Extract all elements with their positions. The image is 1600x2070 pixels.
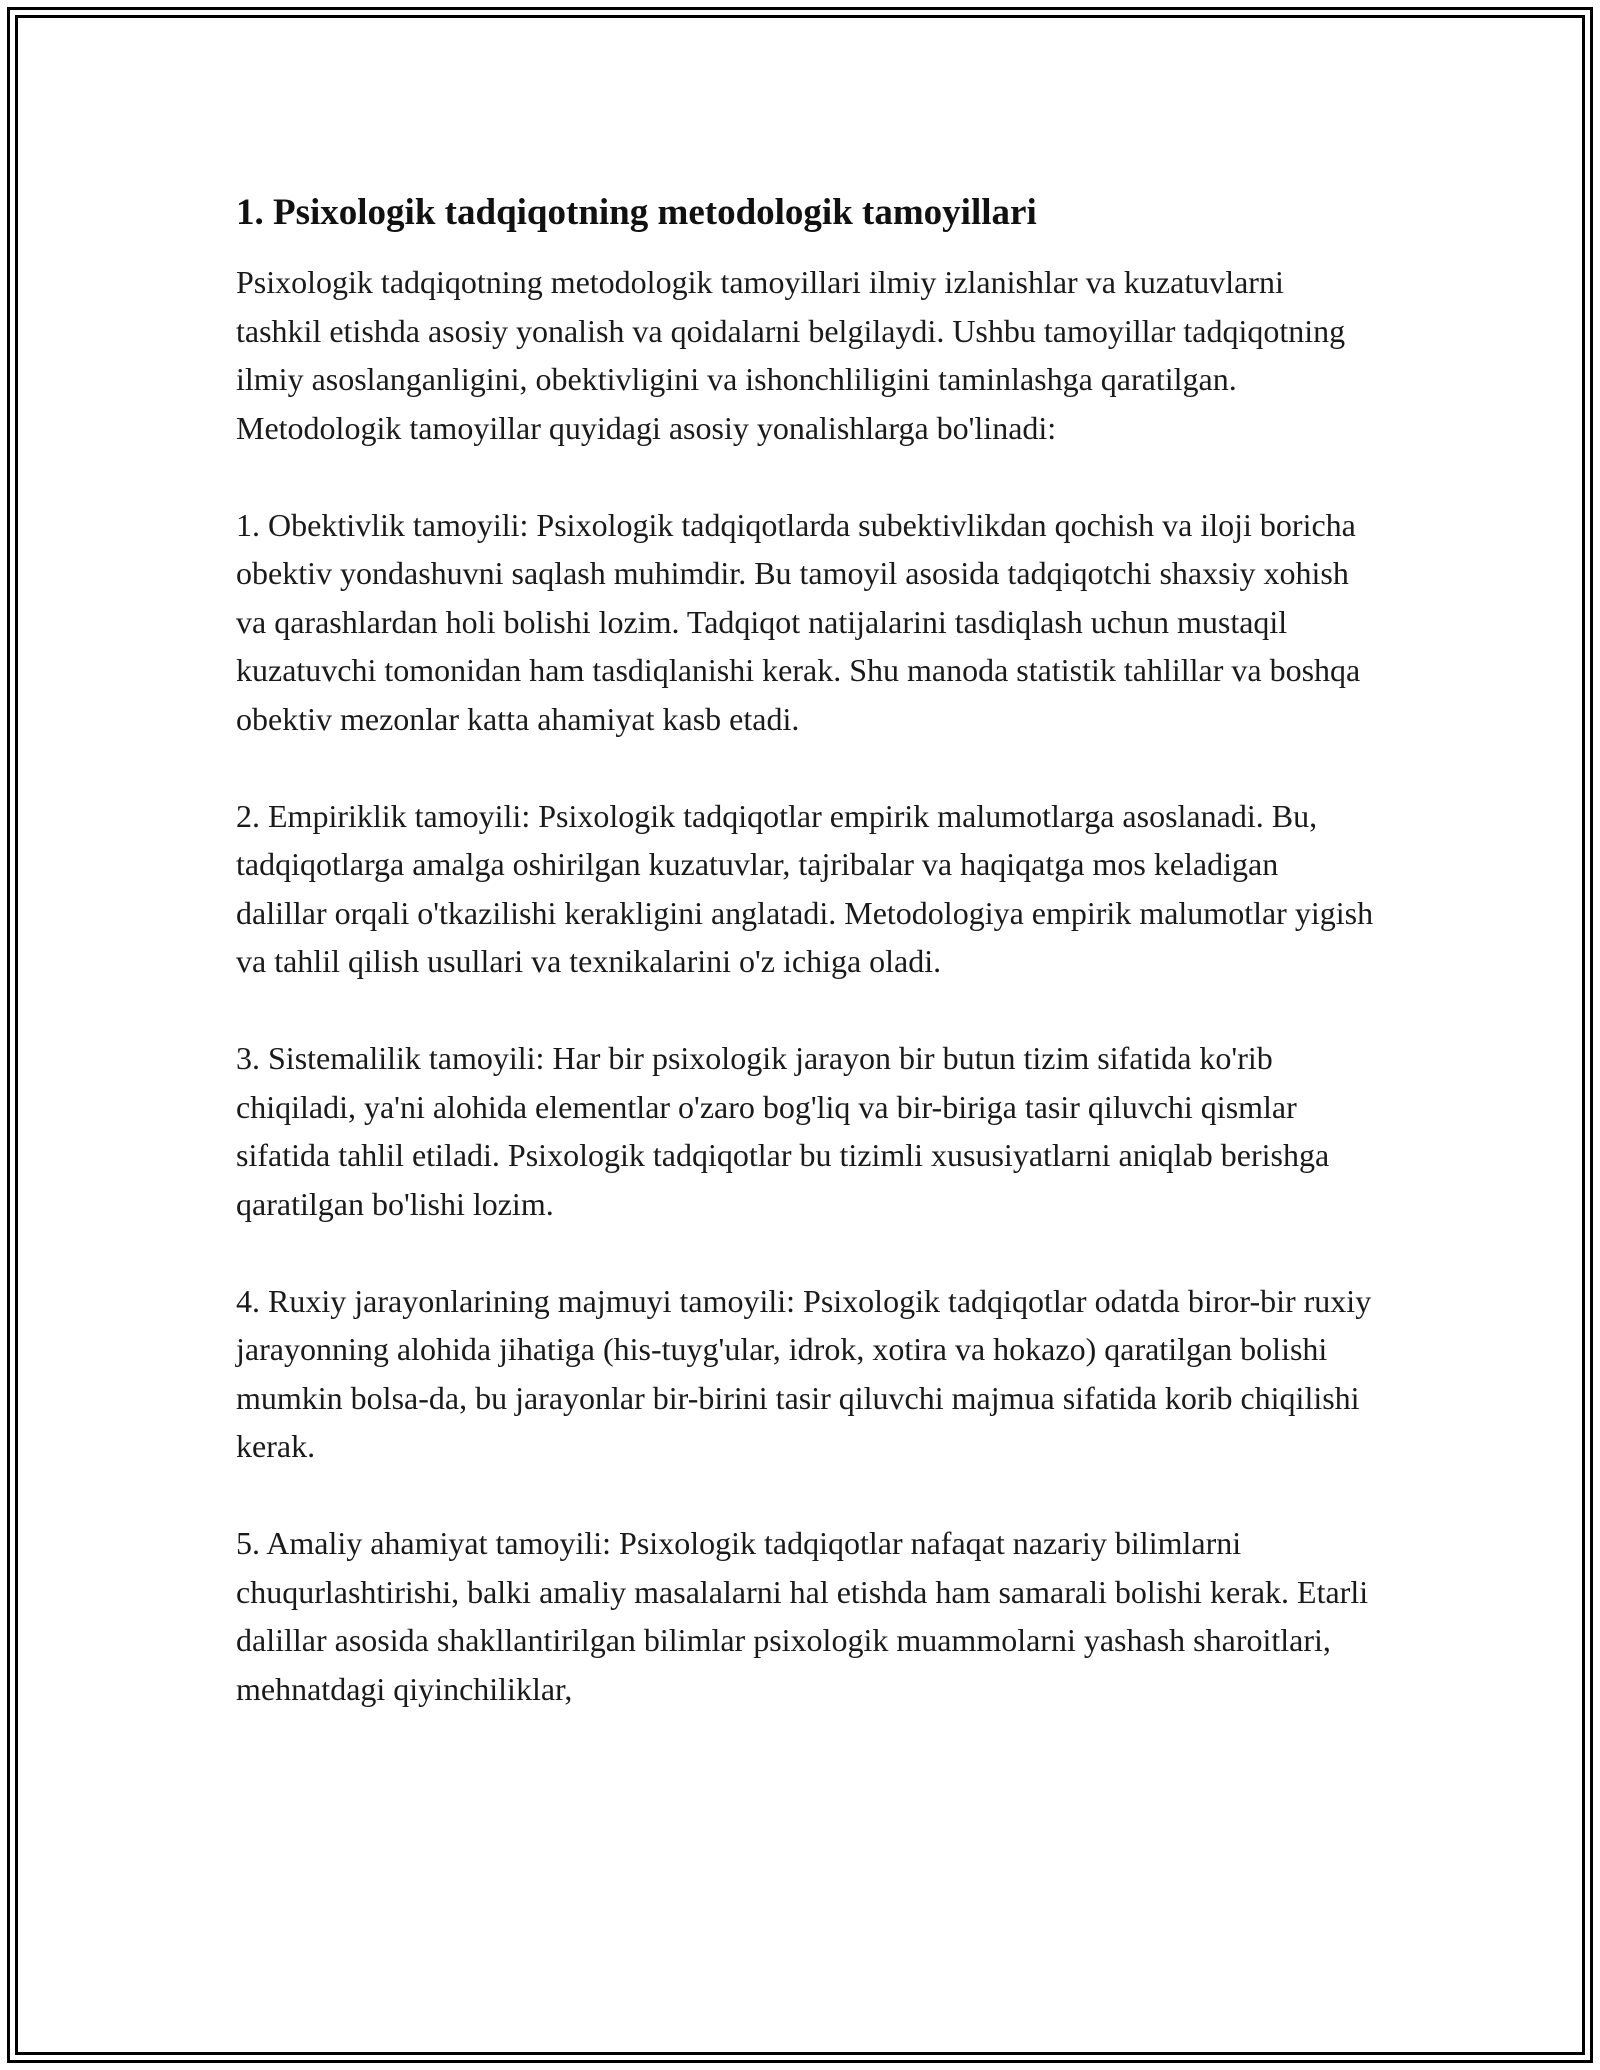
principle-systemic-paragraph: 3. Sistemalilik tamoyili: Har bir psixologik jarayon bir butun tizim sifatida ko'rib chiqiladi, ya'ni alohida elementlar o'zaro bog'liq va bir-biriga tasir qiluvchi qismlar sifatida tahlil etiladi. Psixologik tadqiqotlar bu tizimli xususiyatlarni aniqlab berishga qaratilgan bo'lishi lozim.: [236, 1040, 1330, 1222]
document-body: [236, 188, 1376, 1762]
principle-empiricism-paragraph: 2. Empiriklik tamoyili: Psixologik tadqiqotlar empirik malumotlarga asoslanadi. Bu, tadqiqotlarga amalga oshirilgan kuzatuvlar, tajribalar va haqiqatga mos keladigan dalillar orqali o'tkazilishi kerakligini anglatadi. Metodologiya empirik malumotlar yigish va tahlil qilish usullari va texnikalarini o'z ichiga oladi.: [236, 797, 1374, 979]
intro-paragraph: Psixologik tadqiqotning metodologik tamoyillari ilmiy izlanishlar va kuzatuvlarni tashkil etishda asosiy yonalish va qoidalarni belgilaydi. Ushbu tamoyillar tadqiqotning ilmiy asoslanganligini, obektivligini va ishonchliligini taminlashga qaratilgan. Metodologik tamoyillar quyidagi asosiy yonalishlarga bo'linadi:: [236, 264, 1346, 446]
principle-practical-significance-paragraph: 5. Amaliy ahamiyat tamoyili: Psixologik tadqiqotlar nafaqat nazariy bilimlarni chuqurlashtirishi, balki amaliy masalalarni hal etishda ham samarali bolishi kerak. Etarli dalillar asosida shakllantirilgan bilimlar psixologik muammolarni yashash sharoitlari, mehnatdagi qiyinchiliklar,: [236, 1525, 1369, 1707]
principle-objectivity-paragraph: 1. Obektivlik tamoyili: Psixologik tadqiqotlarda subektivlikdan qochish va iloji boricha obektiv yondashuvni saqlash muhimdir. Bu tamoyil asosida tadqiqotchi shaxsiy xohish va qarashlardan holi bolishi lozim. Tadqiqot natijalarini tasdiqlash uchun mustaqil kuzatuvchi tomonidan ham tasdiqlanishi kerak. Shu manoda statistik tahlillar va boshqa obektiv mezonlar katta ahamiyat kasb etadi.: [236, 506, 1361, 737]
section-heading: 1. Psixologik tadqiqotning metodologik tamoyillari: [236, 192, 1037, 233]
principle-mental-processes-paragraph: 4. Ruxiy jarayonlarining majmuyi tamoyili: Psixologik tadqiqotlar odatda biror-bir ruxiy jarayonning alohida jihatiga (his-tuyg'ular, idrok, xotira va hokazo) qaratilgan bolishi mumkin bolsa-da, bu jarayonlar bir-birini tasir qiluvchi majmua sifatida korib chiqilishi kerak.: [236, 1282, 1372, 1464]
